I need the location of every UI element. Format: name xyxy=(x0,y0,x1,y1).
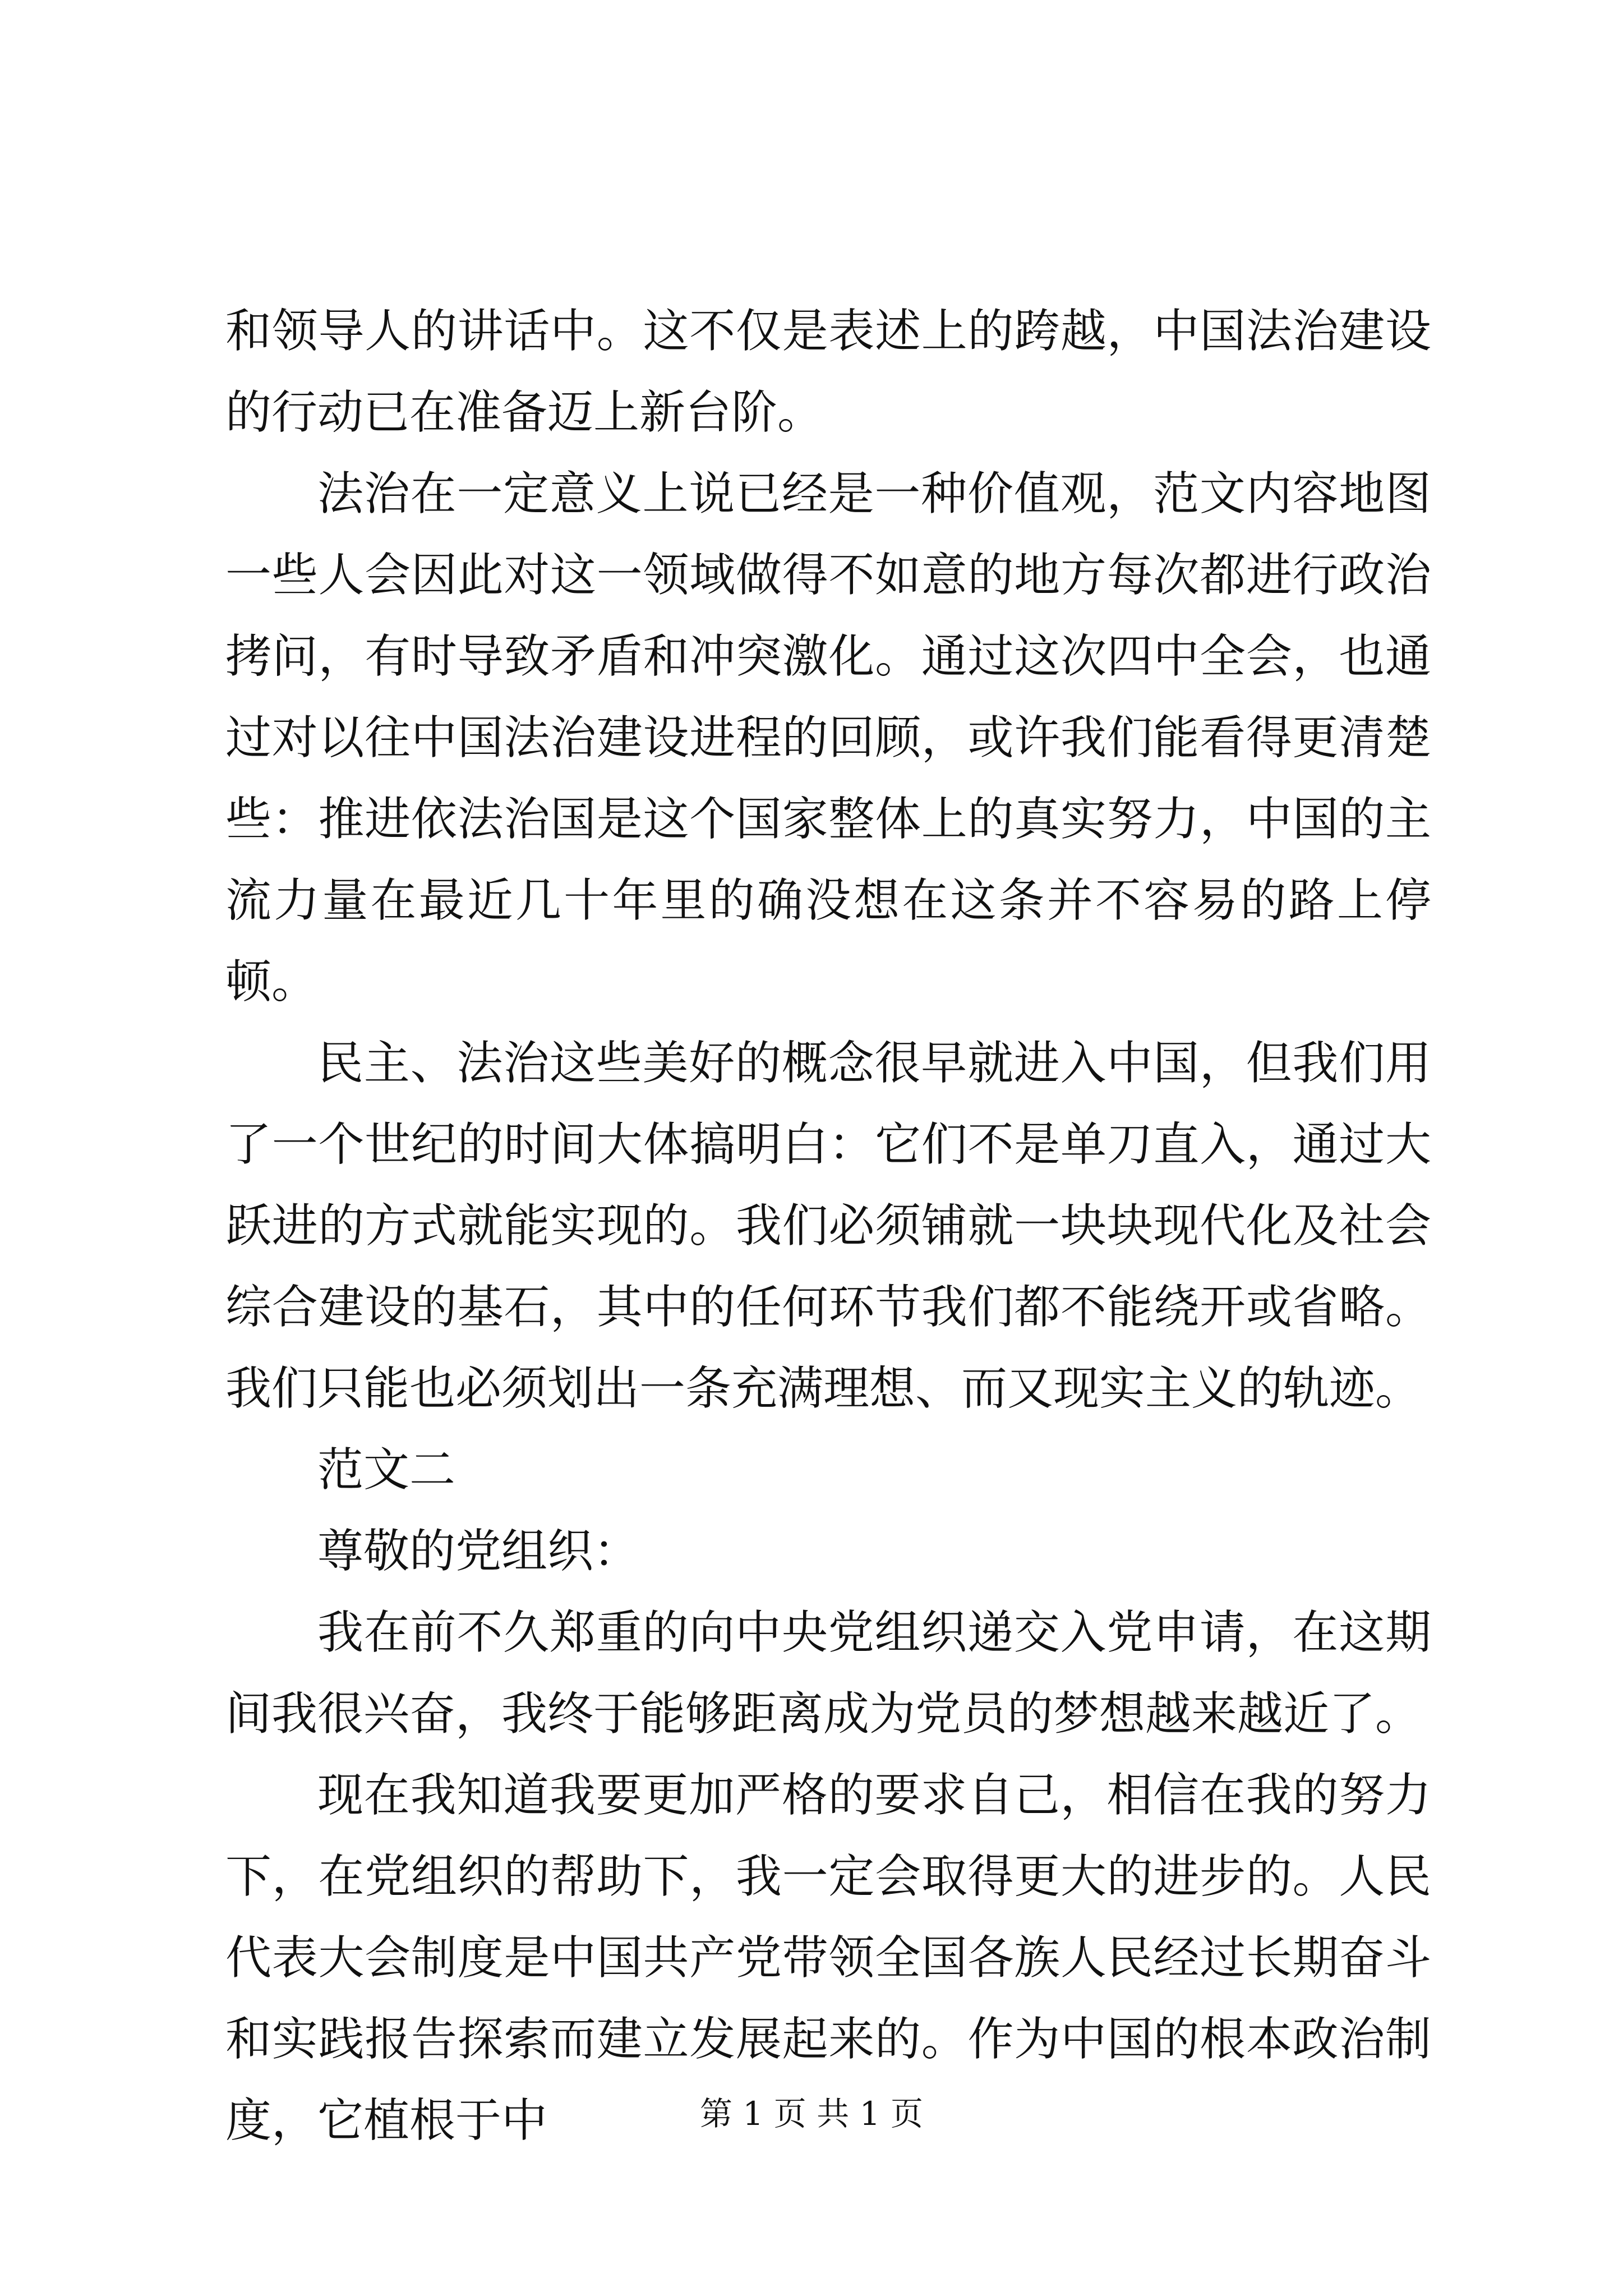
paragraph-rule-of-law-values: 法治在一定意义上说已经是一种价值观，范文内容地图一些人会因此对这一领域做得不如意的地方每次都进行政治拷问，有时导致矛盾和冲突激化。通过这次四中全会，也通过对以往中国法治建设进程的回顾，或许我们能看得更清楚些：推进依法治国是这个国家整体上的真实努力，中国的主流力量在最近几十年里的确没想在这条并不容易的路上停顿。 xyxy=(225,467,1431,1009)
paragraph-self-requirement: 现在我知道我要更加严格的要求自己，相信在我的努力下，在党组织的帮助下，我一定会取得更大的进步的。人民代表大会制度是中国共产党带领全国各族人民经过长期奋斗和实践报告探索而建立发展起来的。作为中国的根本政治制度，它植根于中 xyxy=(225,1769,1431,2147)
letter-salutation: 尊敬的党组织： xyxy=(317,1525,640,1578)
section-heading-sample-two: 范文二 xyxy=(317,1443,456,1497)
document-body xyxy=(225,291,1431,2161)
paragraph-application-submitted: 我在前不久郑重的向中央党组织递交入党申请，在这期间我很兴奋，我终于能够距离成为党员的梦想越来越近了。 xyxy=(225,1606,1431,1741)
paragraph-democracy-rule-of-law: 民主、法治这些美好的概念很早就进入中国，但我们用了一个世纪的时间大体搞明白：它们不是单刀直入，通过大跃进的方式就能实现的。我们必须铺就一块块现代化及社会综合建设的基石，其中的任何环节我们都不能绕开或省略。我们只能也必须划出一条充满理想、而又现实主义的轨迹。 xyxy=(225,1037,1431,1415)
page-number-label: 第 1 页 共 1 页 xyxy=(700,2095,923,2133)
paragraph-continuation: 和领导人的讲话中。这不仅是表述上的跨越，中国法治建设的行动已在准备迈上新台阶。 xyxy=(225,305,1431,439)
page-footer xyxy=(0,2091,1623,2136)
